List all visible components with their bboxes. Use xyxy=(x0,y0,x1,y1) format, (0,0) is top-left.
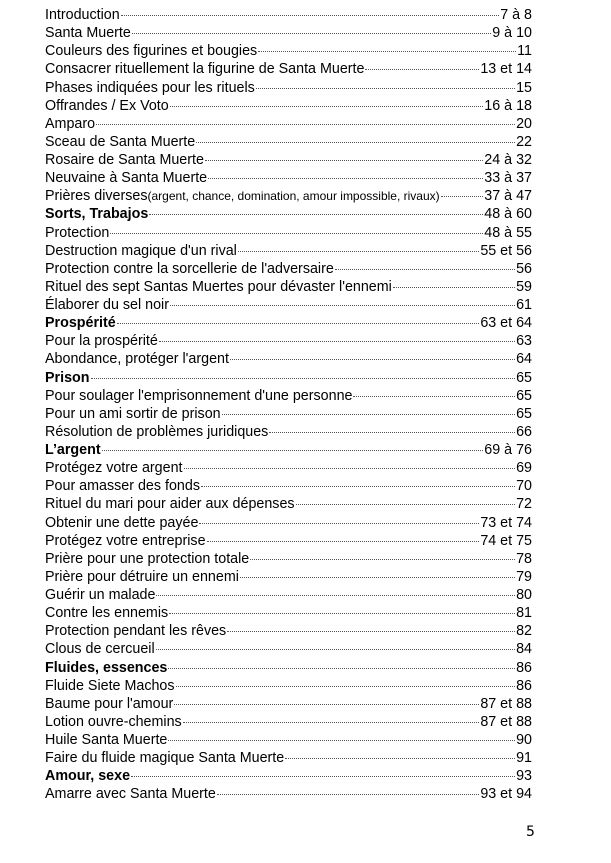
toc-entry xyxy=(45,640,532,658)
toc-entry-title: Protection contre la sorcellerie de l'adversaire xyxy=(45,260,334,277)
toc-entry-title: Amour, sexe xyxy=(45,768,131,785)
toc-entry-title: Prison xyxy=(45,369,90,386)
dot-leader xyxy=(285,758,515,759)
toc-section-heading xyxy=(45,369,532,387)
dot-leader xyxy=(117,323,480,324)
toc-entry-pages: 79 xyxy=(516,568,532,585)
toc-section-heading xyxy=(45,767,532,785)
toc-entry-title: Pour amasser des fonds xyxy=(45,478,200,495)
toc-entry xyxy=(45,24,532,42)
toc-entry-title: Prières diverses xyxy=(45,188,148,205)
toc-entry-pages: 65 xyxy=(516,405,532,422)
toc-entry-title: L’argent xyxy=(45,442,101,458)
dot-leader xyxy=(102,450,484,451)
toc-entry-pages: 56 xyxy=(516,260,532,277)
toc-entry-pages: 93 xyxy=(516,768,532,785)
dot-leader xyxy=(170,305,515,306)
toc-entry-pages: 65 xyxy=(516,387,532,404)
toc-entry-title: Prière pour détruire un ennemi xyxy=(45,568,239,585)
toc-entry xyxy=(45,713,532,731)
toc-entry xyxy=(45,423,532,441)
toc-entry-pages: 22 xyxy=(516,133,532,150)
dot-leader xyxy=(441,196,484,197)
dot-leader xyxy=(176,686,516,687)
toc-entry-title: Pour un ami sortir de prison xyxy=(45,405,221,422)
toc-entry-pages: 16 à 18 xyxy=(484,97,532,114)
toc-entry-pages: 59 xyxy=(516,278,532,295)
dot-leader xyxy=(156,649,515,650)
toc-entry-note: (argent, chance, domination, amour impossible, rivaux) xyxy=(147,189,440,204)
toc-entry xyxy=(45,695,532,713)
dot-leader xyxy=(296,504,516,505)
toc-entry-pages: 87 et 88 xyxy=(480,713,532,730)
dot-leader xyxy=(393,287,515,288)
dot-leader xyxy=(131,776,515,777)
dot-leader xyxy=(169,613,515,614)
toc-entry-title: Protégez votre entreprise xyxy=(45,532,206,549)
dot-leader xyxy=(183,722,480,723)
toc-entry-title: Fluide Siete Machos xyxy=(45,677,175,694)
toc-entry-title: Amparo xyxy=(45,115,96,132)
toc-entry-title: Neuvaine à Santa Muerte xyxy=(45,170,208,187)
toc-entry xyxy=(45,550,532,568)
toc-entry-pages: 48 à 60 xyxy=(484,206,532,223)
toc-entry-pages: 86 xyxy=(516,659,532,676)
toc-entry-pages: 87 et 88 xyxy=(480,695,532,712)
toc-entry-title: Couleurs des figurines et bougies xyxy=(45,43,258,60)
toc-entry-title: Pour la prospérité xyxy=(45,333,158,350)
toc-entry-pages: 63 xyxy=(516,333,532,350)
toc-entry-title: Abondance, protéger l'argent xyxy=(45,351,229,368)
toc-entry-pages: 70 xyxy=(516,478,532,495)
dot-leader xyxy=(201,486,515,487)
toc-entry xyxy=(45,260,532,278)
dot-leader xyxy=(217,794,479,795)
toc-entry-title: Prière pour une protection totale xyxy=(45,550,250,567)
toc-entry-title: Protection xyxy=(45,224,110,241)
dot-leader xyxy=(170,106,484,107)
dot-leader xyxy=(227,631,515,632)
toc-entry xyxy=(45,97,532,115)
toc-entry xyxy=(45,6,532,24)
toc-entry xyxy=(45,677,532,695)
dot-leader xyxy=(335,269,515,270)
dot-leader xyxy=(208,178,483,179)
toc-entry-pages: 78 xyxy=(516,550,532,567)
toc-entry-pages: 73 et 74 xyxy=(480,514,532,531)
toc-entry-title: Élaborer du sel noir xyxy=(45,297,169,313)
toc-entry xyxy=(45,115,532,133)
toc-entry xyxy=(45,532,532,550)
toc-entry-title: Huile Santa Muerte xyxy=(45,732,168,748)
toc-entry xyxy=(45,586,532,604)
toc-entry xyxy=(45,350,532,368)
toc-entry-title: Clous de cercueil xyxy=(45,641,155,658)
toc-entry-pages: 15 xyxy=(516,79,532,96)
dot-leader xyxy=(258,51,516,52)
toc-entry xyxy=(45,169,532,187)
dot-leader xyxy=(269,432,515,433)
toc-entry-title: Contre les ennemis xyxy=(45,605,169,622)
toc-entry xyxy=(45,332,532,350)
dot-leader xyxy=(159,341,515,342)
toc-entry-pages: 69 à 76 xyxy=(484,442,532,458)
toc-entry-pages: 69 xyxy=(516,460,532,477)
toc-entry xyxy=(45,151,532,169)
toc-entry xyxy=(45,133,532,151)
toc-entry xyxy=(45,278,532,296)
dot-leader xyxy=(207,541,480,542)
toc-entry-pages: 90 xyxy=(516,732,532,748)
toc-entry-pages: 61 xyxy=(516,297,532,313)
dot-leader xyxy=(205,160,483,161)
toc-entry-pages: 80 xyxy=(516,587,532,603)
toc-section-heading xyxy=(45,205,532,223)
dot-leader xyxy=(250,559,515,560)
toc-entry xyxy=(45,568,532,586)
toc-entry-pages: 48 à 55 xyxy=(484,224,532,241)
toc-entry xyxy=(45,79,532,97)
toc-entry-title: Lotion ouvre-chemins xyxy=(45,713,182,730)
dot-leader xyxy=(168,668,515,669)
toc-entry xyxy=(45,405,532,423)
toc-entry xyxy=(45,242,532,260)
dot-leader xyxy=(156,595,515,596)
toc-entry xyxy=(45,477,532,495)
dot-leader xyxy=(96,124,515,125)
dot-leader xyxy=(222,414,515,415)
toc-entry-title: Obtenir une dette payée xyxy=(45,514,199,531)
toc-entry-pages: 91 xyxy=(516,750,532,767)
toc-entry xyxy=(45,459,532,477)
toc-entry xyxy=(45,785,532,803)
dot-leader xyxy=(121,15,499,16)
toc-entry-pages: 37 à 47 xyxy=(484,188,532,205)
toc-entry-pages: 64 xyxy=(516,351,532,368)
toc-entry-title: Rituel du mari pour aider aux dépenses xyxy=(45,496,295,513)
dot-leader xyxy=(256,88,515,89)
toc-entry-pages: 33 à 37 xyxy=(484,170,532,187)
toc-entry xyxy=(45,224,532,242)
dot-leader xyxy=(199,523,479,524)
dot-leader xyxy=(238,251,479,252)
toc-entry-pages: 82 xyxy=(516,623,532,640)
toc-entry-pages: 63 et 64 xyxy=(480,315,532,332)
toc-entry xyxy=(45,731,532,749)
page-number: 5 xyxy=(526,824,535,840)
toc-entry-title: Consacrer rituellement la figurine de Santa Muerte xyxy=(45,61,365,78)
toc-entry-pages: 9 à 10 xyxy=(492,25,532,42)
toc-entry-title: Protégez votre argent xyxy=(45,460,183,477)
table-of-contents xyxy=(45,6,532,804)
toc-entry-title: Phases indiquées pour les rituels xyxy=(45,79,255,96)
toc-section-heading xyxy=(45,659,532,677)
toc-entry-pages: 11 xyxy=(517,43,532,60)
dot-leader xyxy=(184,468,516,469)
dot-leader xyxy=(168,740,515,741)
toc-entry-title: Sceau de Santa Muerte xyxy=(45,133,196,150)
toc-entry-pages: 81 xyxy=(516,605,532,622)
dot-leader xyxy=(365,69,479,70)
toc-entry-title: Prospérité xyxy=(45,315,116,332)
toc-entry-pages: 20 xyxy=(516,115,532,132)
toc-entry-title: Destruction magique d'un rival xyxy=(45,242,237,259)
toc-entry-title: Protection pendant les rêves xyxy=(45,623,227,640)
toc-entry xyxy=(45,387,532,405)
toc-entry xyxy=(45,749,532,767)
toc-entry-pages: 65 xyxy=(516,369,532,386)
toc-entry-pages: 84 xyxy=(516,641,532,658)
dot-leader xyxy=(149,214,483,215)
toc-entry-pages: 74 et 75 xyxy=(480,532,532,549)
dot-leader xyxy=(174,704,479,705)
toc-entry-title: Fluides, essences xyxy=(45,659,168,676)
toc-entry-pages: 66 xyxy=(516,423,532,440)
toc-entry-title: Rituel des sept Santas Muertes pour dévaster l'ennemi xyxy=(45,278,392,295)
toc-entry-title: Introduction xyxy=(45,7,120,23)
toc-entry xyxy=(45,604,532,622)
dot-leader xyxy=(230,359,515,360)
toc-entry-title: Résolution de problèmes juridiques xyxy=(45,423,269,440)
toc-section-heading xyxy=(45,441,532,459)
toc-entry xyxy=(45,514,532,532)
toc-entry xyxy=(45,296,532,314)
toc-entry xyxy=(45,622,532,640)
dot-leader xyxy=(353,396,515,397)
toc-entry-pages: 93 et 94 xyxy=(480,786,532,803)
toc-entry-title: Amarre avec Santa Muerte xyxy=(45,786,216,803)
toc-entry-title: Baume pour l'amour xyxy=(45,695,174,712)
toc-entry-pages: 7 à 8 xyxy=(500,7,532,23)
dot-leader xyxy=(132,33,491,34)
dot-leader xyxy=(240,577,515,578)
toc-entry-pages: 86 xyxy=(516,677,532,694)
toc-entry xyxy=(45,42,532,60)
toc-entry-pages: 13 et 14 xyxy=(480,61,532,78)
toc-entry xyxy=(45,60,532,78)
toc-entry-title: Sorts, Trabajos xyxy=(45,206,149,223)
toc-entry-pages: 72 xyxy=(516,496,532,513)
toc-entry-title: Rosaire de Santa Muerte xyxy=(45,152,204,168)
dot-leader xyxy=(110,233,483,234)
toc-entry-title: Pour soulager l'emprisonnement d'une personne xyxy=(45,387,353,404)
toc-entry-pages: 24 à 32 xyxy=(484,152,532,168)
toc-entry xyxy=(45,495,532,513)
toc-entry-title: Offrandes / Ex Voto xyxy=(45,97,169,114)
dot-leader xyxy=(196,142,515,143)
toc-entry-title: Guérir un malade xyxy=(45,587,156,603)
toc-section-heading xyxy=(45,314,532,332)
dot-leader xyxy=(91,378,516,379)
toc-entry-title: Santa Muerte xyxy=(45,25,131,42)
toc-entry-pages: 55 et 56 xyxy=(480,242,532,259)
toc-entry-title: Faire du fluide magique Santa Muerte xyxy=(45,750,285,767)
toc-entry xyxy=(45,187,532,205)
